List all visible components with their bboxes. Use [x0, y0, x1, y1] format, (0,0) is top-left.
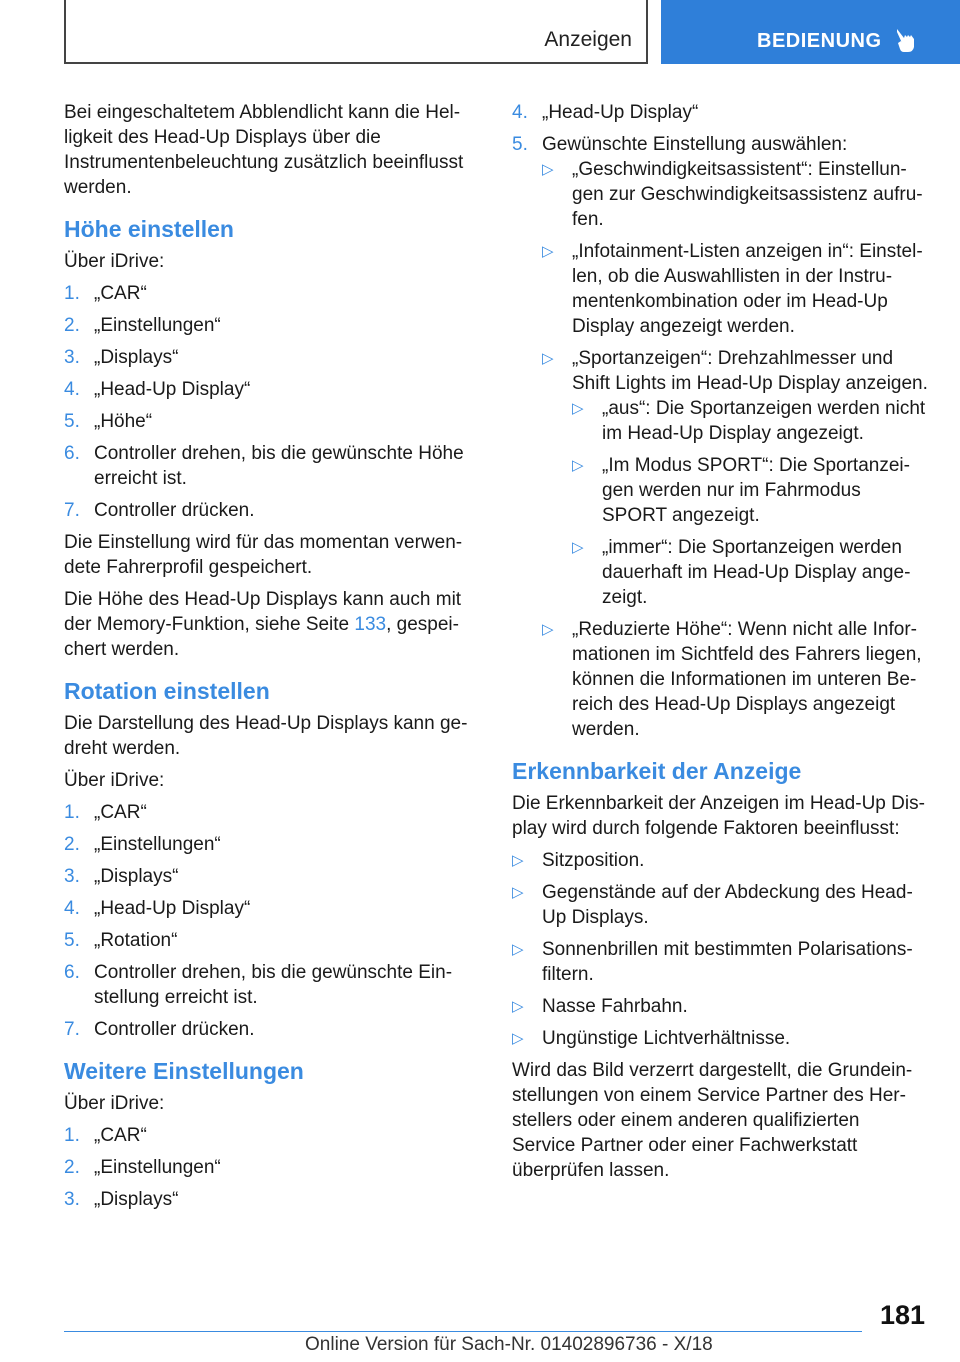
step-text: Controller drücken.: [94, 1019, 255, 1040]
list-item: [542, 157, 928, 232]
step-number: 2.: [64, 834, 80, 855]
right-column: [512, 100, 928, 1190]
list-item: [64, 864, 476, 889]
rotation-intro: Die Darstellung des Head-Up Displays kann gedreht werden.: [64, 713, 468, 759]
triangle-bullet-icon: ▷: [572, 457, 584, 474]
heading-height: Höhe einstellen: [64, 216, 234, 242]
further-steps: [64, 1123, 476, 1212]
step-number: 4.: [64, 379, 80, 400]
list-item: [542, 346, 928, 610]
step-number: 1.: [64, 283, 80, 304]
triangle-bullet-icon: ▷: [542, 350, 554, 367]
header-chapter-box: [661, 0, 960, 64]
list-item: [572, 396, 928, 446]
list-item: [64, 800, 476, 825]
footer-divider: [64, 1331, 862, 1332]
option-text: „Sportanzeigen“: Drehzahlmesser und Shift Lights im Head-Up Display anzeigen.: [572, 348, 928, 394]
list-item: [64, 1123, 476, 1148]
list-item: [64, 928, 476, 953]
step-number: 4.: [512, 102, 528, 123]
step-text: „Höhe“: [94, 411, 153, 432]
heading-rotation: Rotation einstellen: [64, 678, 270, 704]
step-text: „Displays“: [94, 1189, 179, 1210]
factor-text: Gegenstände auf der Abdeckung des Head-Up Displays.: [542, 882, 913, 928]
step-text: „Head-Up Display“: [94, 898, 251, 919]
list-item: [64, 1017, 476, 1042]
step-text: „Einstellungen“: [94, 834, 221, 855]
step-text: „Head-Up Display“: [94, 379, 251, 400]
list-item: [64, 1155, 476, 1180]
visibility-outro: Wird das Bild verzerrt dargestellt, die Grundeinstellungen von einem Service Partner des Herstellers oder einem anderen qualifizierten Service Partner oder einer Fachwerkstatt überprüfen lassen.: [512, 1060, 913, 1181]
step-text: Controller drücken.: [94, 500, 255, 521]
step-number: 4.: [64, 898, 80, 919]
step-text: „CAR“: [94, 1125, 147, 1146]
list-item: [542, 239, 928, 339]
triangle-bullet-icon: ▷: [542, 243, 554, 260]
step-number: 1.: [64, 1125, 80, 1146]
sport-options: [572, 396, 928, 610]
step-number: 3.: [64, 347, 80, 368]
list-item: [512, 994, 928, 1019]
factor-text: Ungünstige Lichtverhältnisse.: [542, 1028, 791, 1049]
list-item: [572, 535, 928, 610]
step-number: 5.: [512, 134, 528, 155]
step-number: 5.: [64, 411, 80, 432]
list-item: [64, 960, 476, 1010]
list-item: [64, 1187, 476, 1212]
step-text: Controller drehen, bis die gewünschte Einstellung erreicht ist.: [94, 962, 453, 1008]
list-item: [64, 498, 476, 523]
step-number: 6.: [64, 962, 80, 983]
step-text: „Rotation“: [94, 930, 178, 951]
list-item: [64, 313, 476, 338]
left-column: [64, 100, 476, 1219]
list-item: [64, 409, 476, 434]
option-text: „immer“: Die Sportanzeigen werden dauerhaft im Head-Up Display angezeigt.: [602, 537, 911, 608]
option-text: „aus“: Die Sportanzeigen werden nicht im Head-Up Display angezeigt.: [602, 398, 926, 444]
option-text: „Im Modus SPORT“: Die Sportanzeigen werden nur im Fahrmodus SPORT angezeigt.: [602, 455, 910, 526]
triangle-bullet-icon: ▷: [542, 621, 554, 638]
triangle-bullet-icon: ▷: [512, 884, 524, 901]
list-item: [512, 848, 928, 873]
list-item: [64, 377, 476, 402]
heading-further-settings: Weitere Einstellungen: [64, 1058, 304, 1084]
via-idrive-label: Über iDrive:: [64, 1093, 165, 1114]
step-number: 1.: [64, 802, 80, 823]
triangle-bullet-icon: ▷: [512, 852, 524, 869]
step-text: „Displays“: [94, 347, 179, 368]
step-text: Gewünschte Einstellung auswählen:: [542, 134, 848, 155]
triangle-bullet-icon: ▷: [572, 539, 584, 556]
memory-note: [64, 587, 476, 662]
option-text: „Geschwindigkeitsassistent“: Einstellungen zur Geschwindigkeitsassistenz aufrufen.: [572, 159, 923, 230]
header-chapter-title: BEDIENUNG: [757, 30, 882, 52]
step-number: 7.: [64, 1019, 80, 1040]
list-item: [512, 937, 928, 987]
list-item: [572, 453, 928, 528]
step-text: „Displays“: [94, 866, 179, 887]
list-item: [542, 617, 928, 742]
list-item: [512, 100, 928, 125]
list-item: [512, 1026, 928, 1051]
header-section-title: Anzeigen: [544, 28, 632, 51]
step-text: „Head-Up Display“: [542, 102, 699, 123]
step-number: 6.: [64, 443, 80, 464]
step-number: 3.: [64, 1189, 80, 1210]
list-item: [64, 441, 476, 491]
option-text: „Reduzierte Höhe“: Wenn nicht alle Informationen im Sichtfeld des Fahrers liegen, können die Informationen im unteren Bereich des Head-Up Displays angezeigt werden.: [572, 619, 922, 740]
step-number: 7.: [64, 500, 80, 521]
triangle-bullet-icon: ▷: [512, 941, 524, 958]
step-number: 2.: [64, 315, 80, 336]
step-text: „CAR“: [94, 802, 147, 823]
via-idrive-label: Über iDrive:: [64, 770, 165, 791]
intro-paragraph: Bei eingeschaltetem Abblendlicht kann die Helligkeit des Head-Up Displays über die Instrumentenbeleuchtung zusätzlich beeinflusst werden.: [64, 102, 464, 198]
factor-text: Nasse Fahrbahn.: [542, 996, 688, 1017]
visibility-factors: [512, 848, 928, 1051]
triangle-bullet-icon: ▷: [572, 400, 584, 417]
rotation-steps: [64, 800, 476, 1042]
setting-options: [542, 157, 928, 742]
step-text: „Einstellungen“: [94, 315, 221, 336]
header-section-box: [64, 0, 648, 64]
height-steps: [64, 281, 476, 523]
list-item: [64, 896, 476, 921]
option-text: „Infotainment-Listen anzeigen in“: Einstellen, ob die Auswahllisten in der Instrumentenkombination oder im Head-Up Display angezeigt werden.: [572, 241, 923, 337]
list-item: [512, 880, 928, 930]
step-text: „Einstellungen“: [94, 1157, 221, 1178]
list-item: [64, 345, 476, 370]
further-steps-continued: [512, 100, 928, 742]
triangle-bullet-icon: ▷: [512, 1030, 524, 1047]
heading-visibility: Erkennbarkeit der Anzeige: [512, 758, 802, 784]
triangle-bullet-icon: ▷: [512, 998, 524, 1015]
step-number: 3.: [64, 866, 80, 887]
list-item: [64, 281, 476, 306]
list-item: [64, 832, 476, 857]
page-number: 181: [879, 1300, 925, 1330]
step-text: Controller drehen, bis die gewünschte Höhe erreicht ist.: [94, 443, 464, 489]
visibility-intro: Die Erkennbarkeit der Anzeigen im Head-Up Display wird durch folgende Faktoren beeinflusst:: [512, 793, 925, 839]
footer-online-version: Online Version für Sach-Nr. 01402896736 - X/18: [305, 1334, 713, 1355]
factor-text: Sitzposition.: [542, 850, 645, 871]
step-number: 5.: [64, 930, 80, 951]
page-reference-link[interactable]: 133: [354, 614, 387, 635]
memory-note-text-end: , gespeichert werden.: [64, 614, 459, 660]
list-item: [512, 132, 928, 742]
via-idrive-label: Über iDrive:: [64, 251, 165, 272]
triangle-bullet-icon: ▷: [542, 161, 554, 178]
step-number: 2.: [64, 1157, 80, 1178]
pointing-hand-icon: [893, 26, 919, 54]
step-text: „CAR“: [94, 283, 147, 304]
factor-text: Sonnenbrillen mit bestimmten Polarisationsfiltern.: [542, 939, 913, 985]
memory-note-text: Die Höhe des Head-Up Displays kann auch mit der Memory-Funktion, siehe Seite: [64, 589, 462, 635]
profile-note: Die Einstellung wird für das momentan verwendete Fahrerprofil gespeichert.: [64, 532, 463, 578]
